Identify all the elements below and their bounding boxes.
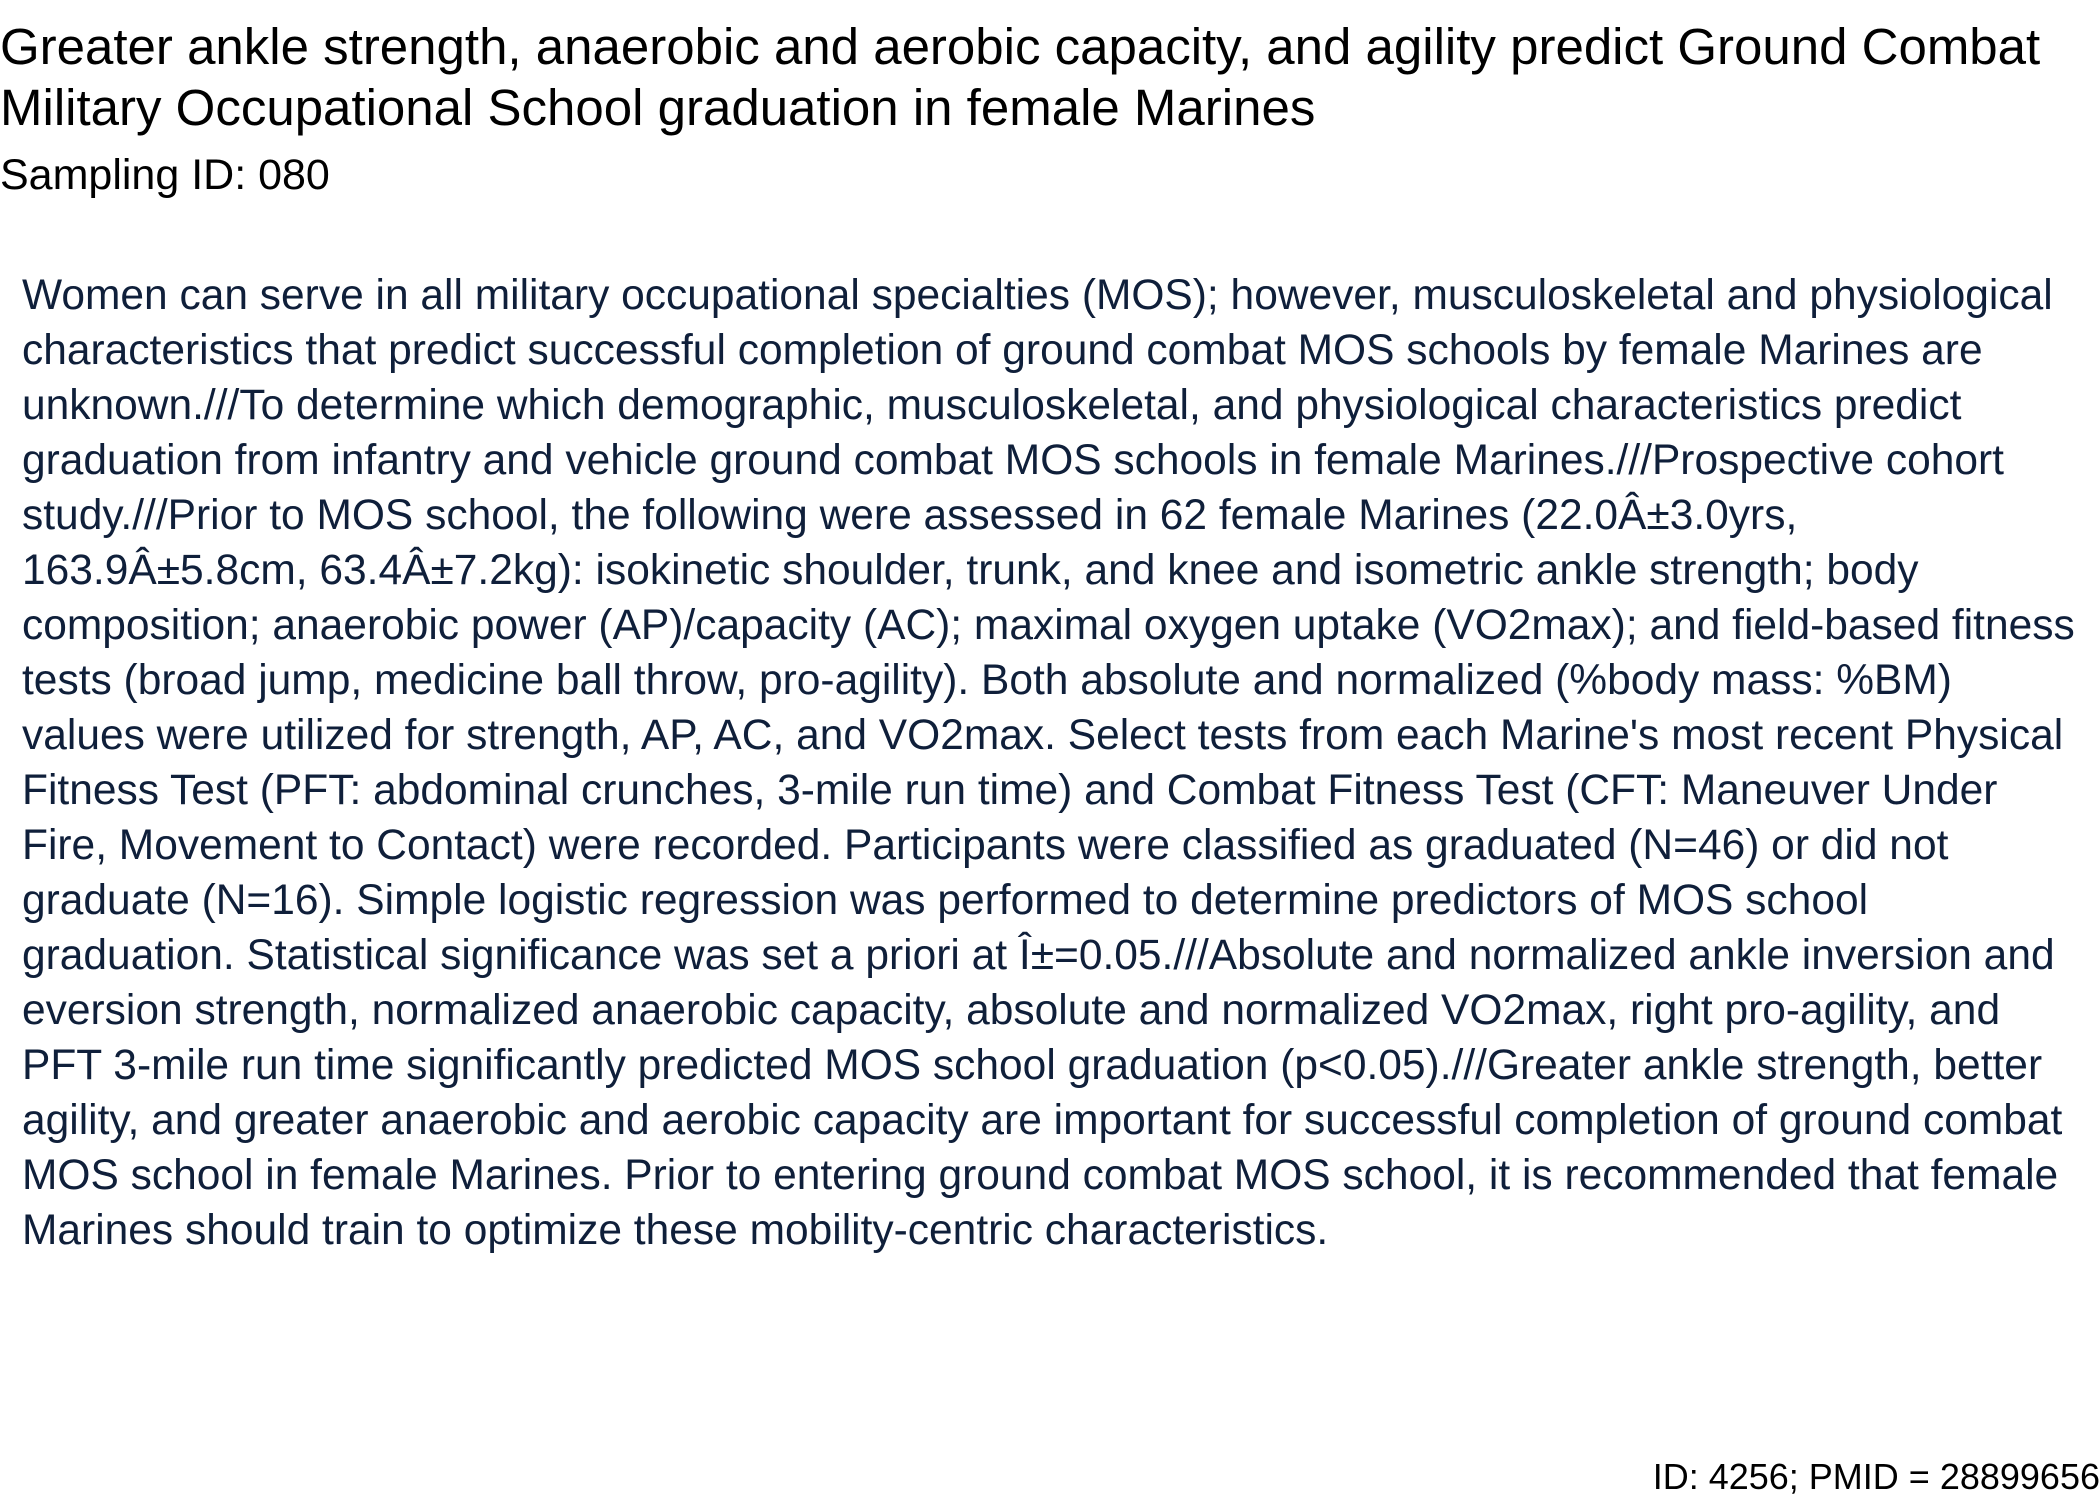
sampling-id: Sampling ID: 080 — [0, 151, 330, 199]
abstract-text: Women can serve in all military occupational specialties (MOS); however, musculoskeletal and physiological characteristics that predict successful completion of ground combat MOS schools by female Marines are unknown.///To determine which demographic, musculoskeletal, and physiological characteristics predict graduation from infantry and vehicle ground combat MOS schools in female Marines.///Prospective cohort study.///Prior to MOS school, the following were assessed in 62 female Marines (22.0Â±3.0yrs, 163.9Â±5.8cm, 63.4Â±7.2kg): isokinetic shoulder, trunk, and knee and isometric ankle strength; body composition; anaerobic power (AP)/capacity (AC); maximal oxygen uptake (VO2max); and field-based fitness tests (broad jump, medicine ball throw, pro-agility). Both absolute and normalized (%body mass: %BM) values were utilized for strength, AP, AC, and VO2max. Select tests from each Marine's most recent Physical Fitness Test (PFT: abdominal crunches, 3-mile run time) and Combat Fitness Test (CFT: Maneuver Under Fire, Movement to Contact) were recorded. Participants were classified as graduated (N=46) or did not graduate (N=16). Simple logistic regression was performed to determine predictors of MOS school graduation. Statistical significance was set a priori at Î±=0.05.///Absolute and normalized ankle inversion and eversion strength, normalized anaerobic capacity, absolute and normalized VO2max, right pro-agility, and PFT 3-mile run time significantly predicted MOS school graduation (p<0.05).///Greater ankle strength, better agility, and greater anaerobic and aerobic capacity are important for successful completion of ground combat MOS school in female Marines. Prior to entering ground combat MOS school, it is recommended that female Marines should train to optimize these mobility-centric characteristics. — [22, 272, 2075, 1254]
document-title: Greater ankle strength, anaerobic and aerobic capacity, and agility predict Ground Combat Military Occupational School graduation in female Marines — [0, 18, 2041, 136]
record-id-footer: ID: 4256; PMID = 28899656 — [1652, 1456, 2100, 1497]
